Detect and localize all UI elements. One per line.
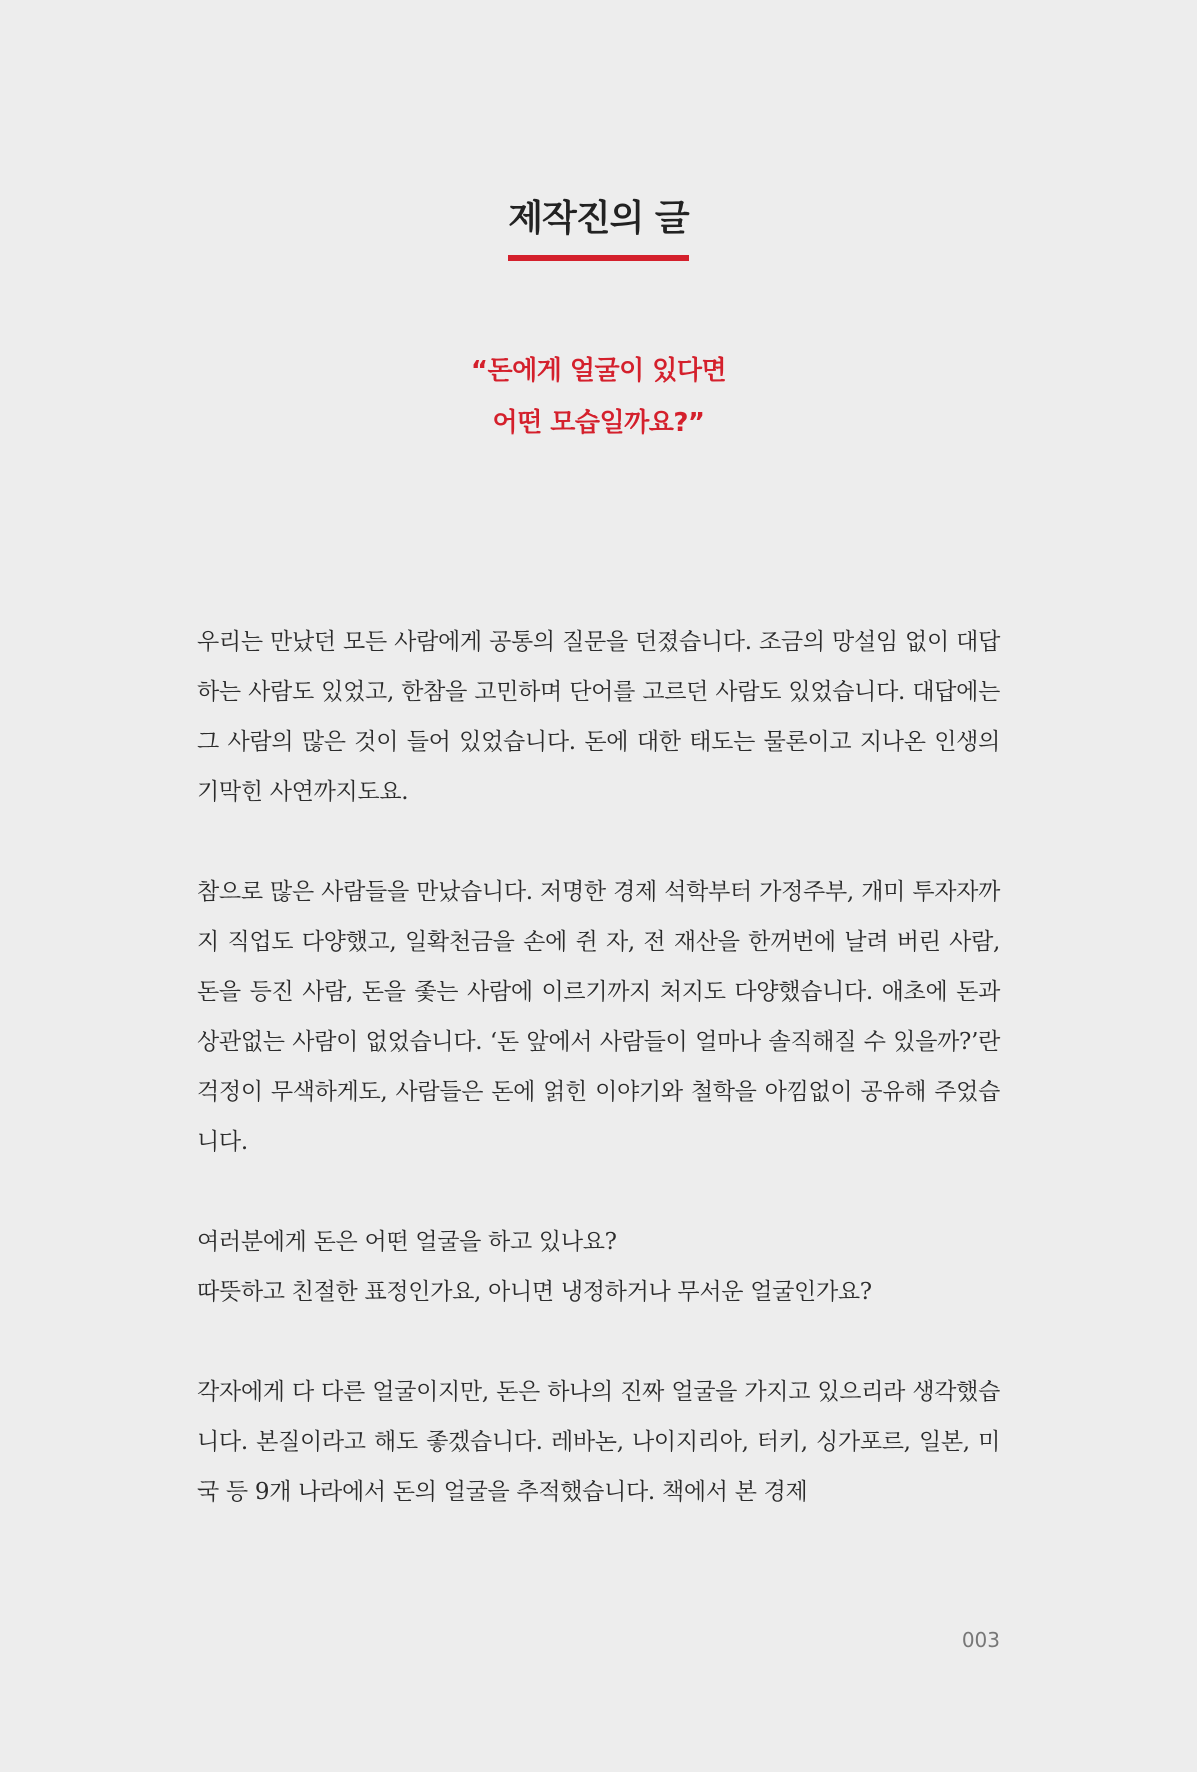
title-section [0,190,1197,261]
question-block [197,1217,1000,1317]
body-text [197,617,1000,1567]
pull-quote-line-1: “돈에게 얼굴이 있다면 [470,356,727,386]
paragraph: 각자에게 다 다른 얼굴이지만, 돈은 하나의 진짜 얼굴을 가지고 있으리라 생각했습니다. 본질이라고 해도 좋겠습니다. 레바논, 나이지리아, 터키, 싱가포르, 일본, 미국 등 9개 나라에서 돈의 얼굴을 추적했습니다. 책에서 본 경제 [197,1379,1000,1505]
paragraph: 우리는 만났던 모든 사람에게 공통의 질문을 던졌습니다. 조금의 망설임 없이 대답하는 사람도 있었고, 한참을 고민하며 단어를 고르던 사람도 있었습니다. 대답에는 그 사람의 많은 것이 들어 있었습니다. 돈에 대한 태도는 물론이고 지나온 인생의 기막힌 사연까지도요. [197,629,1000,805]
question-line-1: 여러분에게 돈은 어떤 얼굴을 하고 있나요? [197,1229,617,1255]
pull-quote-line-2: 어떤 모습일까요?” [492,408,705,438]
page-number: 003 [961,1628,1000,1652]
page-title: 제작진의 글 [508,190,688,261]
paragraph: 참으로 많은 사람들을 만났습니다. 저명한 경제 석학부터 가정주부, 개미 투자자까지 직업도 다양했고, 일확천금을 손에 쥔 자, 전 재산을 한꺼번에 날려 버린 사람, 돈을 등진 사람, 돈을 좇는 사람에 이르기까지 처지도 다양했습니다. 애초에 돈과 상관없는 사람이 없었습니다. ‘돈 앞에서 사람들이 얼마나 솔직해질 수 있을까?’란 걱정이 무색하게도, 사람들은 돈에 얽힌 이야기와 철학을 아낌없이 공유해 주었습니다. [197,879,1000,1155]
question-line-2: 따뜻하고 친절한 표정인가요, 아니면 냉정하거나 무서운 얼굴인가요? [197,1279,872,1305]
pull-quote [0,345,1197,449]
